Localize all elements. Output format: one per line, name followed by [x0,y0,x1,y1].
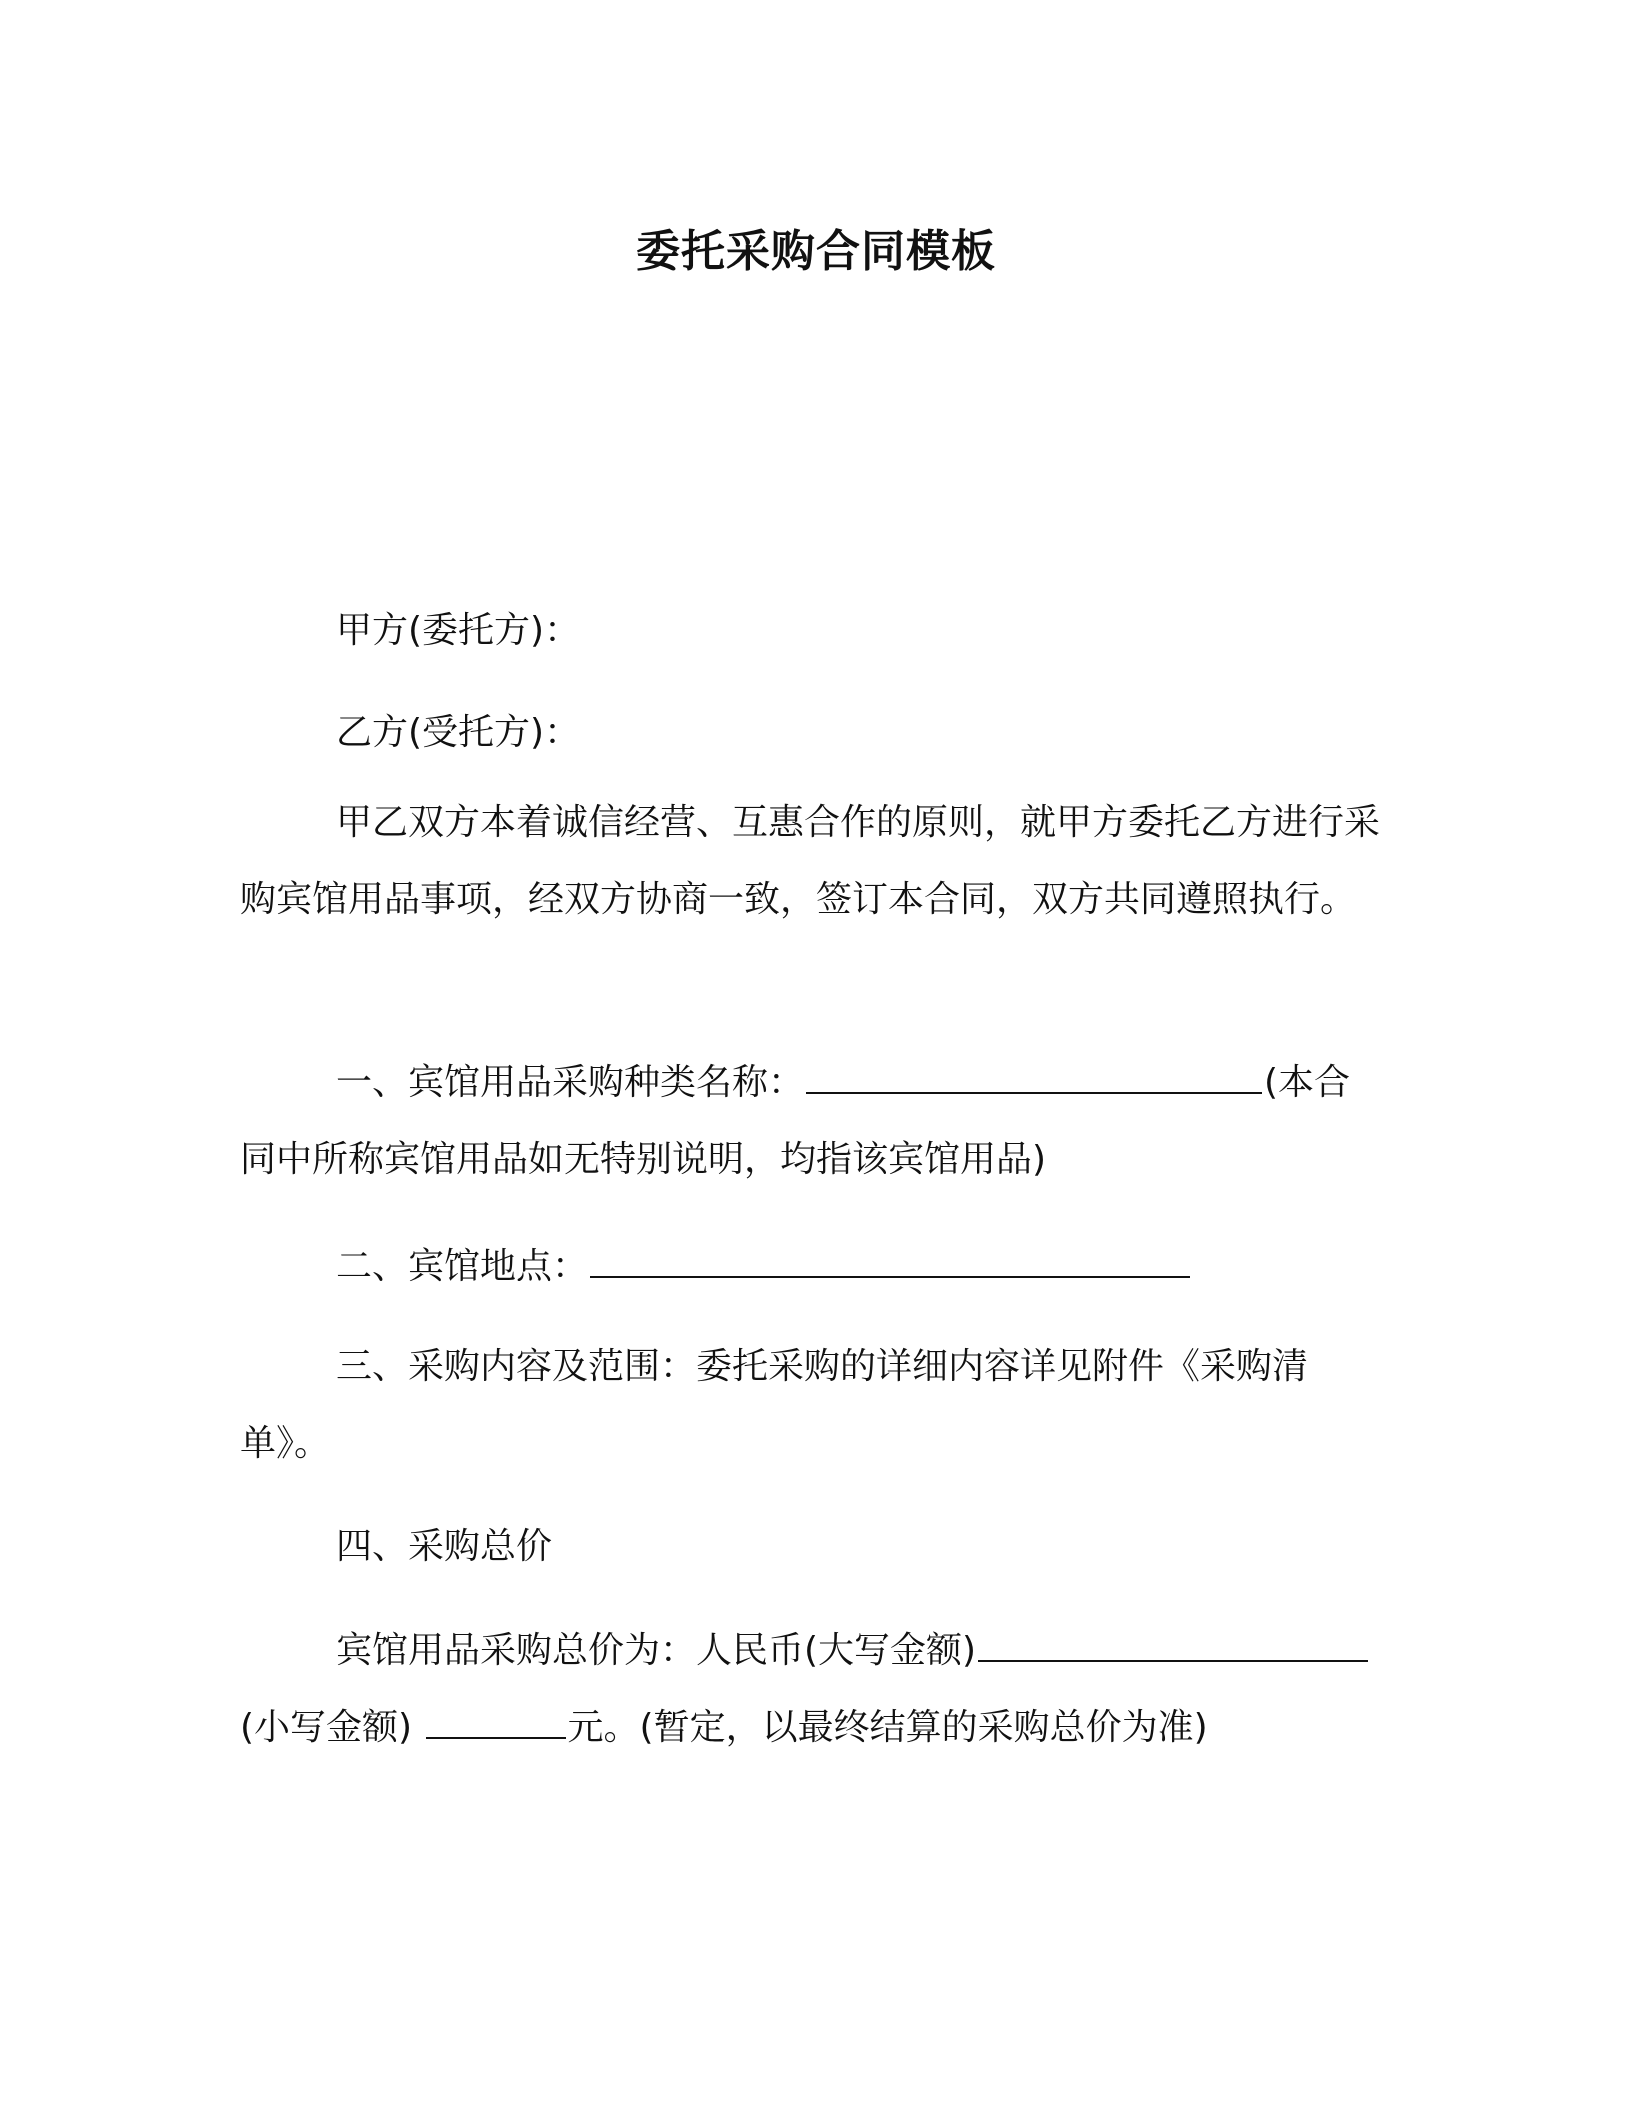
amount-in-figures-blank[interactable] [426,1707,566,1739]
amount-in-words-blank[interactable] [978,1630,1368,1662]
category-name-blank[interactable] [806,1062,1262,1094]
document-title: 委托采购合同模板 [636,226,996,277]
price-mid: (小写金额) [240,1707,413,1748]
price-paragraph [240,1612,1380,1766]
party-b-label: 乙方(受托方)： [336,712,581,753]
party-a-label: 甲方(委托方)： [336,610,581,651]
clause-1 [240,1044,1380,1198]
price-suffix: 元。(暂定，以最终结算的采购总价为准) [567,1707,1208,1748]
clause-3: 三、采购内容及范围：委托采购的详细内容详见附件《采购清单》。 [240,1346,1309,1464]
clause-2-prefix: 二、宾馆地点： [336,1246,589,1287]
clause-1-suffix: (本合同中所称宾馆用品如无特别说明，均指该宾馆用品) [240,1062,1351,1180]
hotel-location-blank[interactable] [590,1246,1190,1278]
party-b-line [240,694,1380,771]
clause-2 [240,1228,1380,1305]
intro-paragraph: 甲乙双方本着诚信经营、互惠合作的原则，就甲方委托乙方进行采购宾馆用品事项，经双方协商一致，签订本合同，双方共同遵照执行。 [240,802,1381,920]
price-prefix: 宾馆用品采购总价为：人民币(大写金额) [336,1630,977,1671]
party-a-line [240,592,1380,669]
clause-1-prefix: 一、宾馆用品采购种类名称： [336,1062,805,1103]
clause-4-heading: 四、采购总价 [336,1526,553,1567]
